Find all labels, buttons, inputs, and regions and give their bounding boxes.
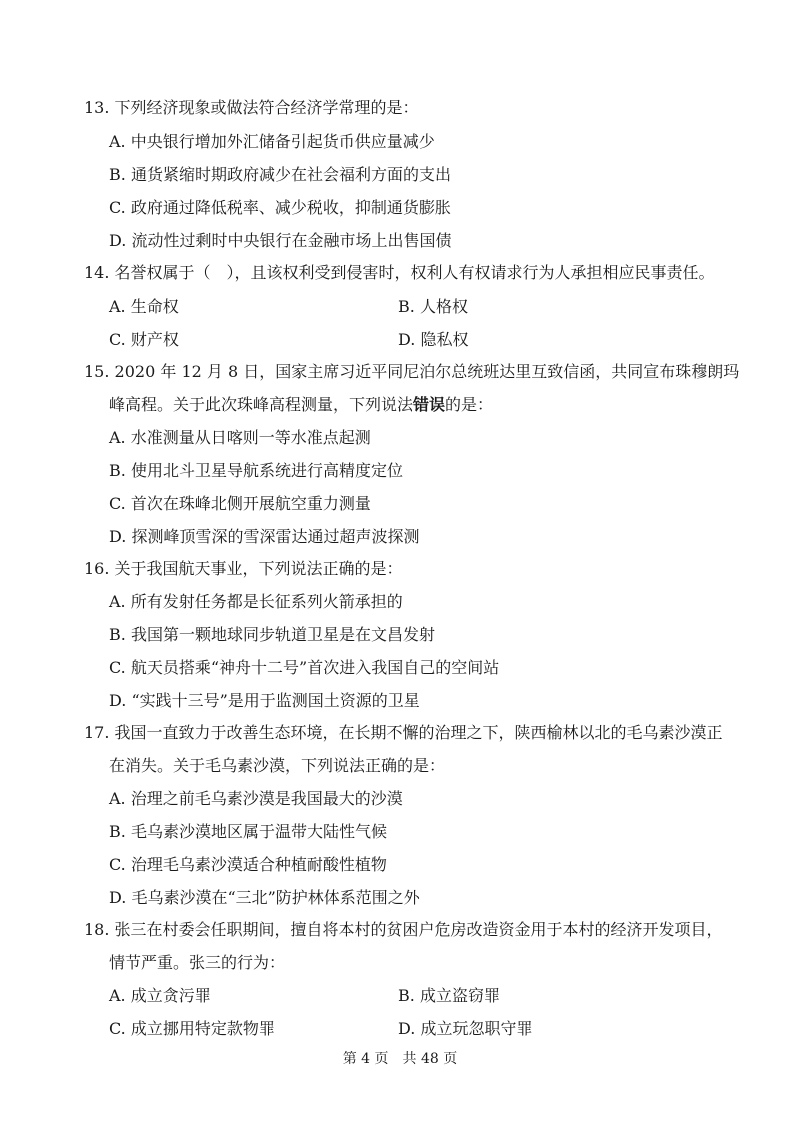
question-15-stem-line2: 峰高程。关于此次珠峰高程测量，下列说法错误的是：: [109, 395, 494, 414]
question-17-option-b: B. 毛乌素沙漠地区属于温带大陆性气候: [109, 822, 387, 841]
question-18-stem-line2: 情节严重。张三的行为：: [109, 953, 286, 972]
question-18-option-a: A. 成立贪污罪: [109, 986, 211, 1005]
emphasis-text: 错误: [413, 395, 446, 414]
question-13-option-d: D. 流动性过剩时中央银行在金融市场上出售国债: [109, 231, 452, 250]
question-14-option-b: B. 人格权: [398, 297, 468, 316]
question-18-stem-line1: 18. 张三在村委会任职期间，擅自将本村的贫困户危房改造资金用于本村的经济开发项目，: [84, 920, 723, 939]
question-16-option-d: D. “实践十三号”是用于监测国土资源的卫星: [109, 691, 420, 710]
question-13-option-a: A. 中央银行增加外汇储备引起货币供应量减少: [109, 132, 435, 151]
page-footer: 第 4 页 共 48 页: [342, 1051, 458, 1067]
question-17-option-a: A. 治理之前毛乌素沙漠是我国最大的沙漠: [109, 789, 403, 808]
question-17-stem-line1: 17. 我国一直致力于改善生态环境，在长期不懈的治理之下，陕西榆林以北的毛乌素沙漠正: [84, 723, 723, 742]
question-14-option-a: A. 生命权: [109, 297, 179, 316]
question-13-option-b: B. 通货紧缩时期政府减少在社会福利方面的支出: [109, 165, 451, 184]
question-18-option-d: D. 成立玩忽职守罪: [398, 1019, 533, 1038]
question-17-stem-line2: 在消失。关于毛乌素沙漠，下列说法正确的是：: [109, 756, 446, 775]
question-18-option-c: C. 成立挪用特定款物罪: [109, 1019, 275, 1038]
question-13-option-c: C. 政府通过降低税率、减少税收，抑制通货膨胀: [109, 198, 451, 217]
question-15-option-b: B. 使用北斗卫星导航系统进行高精度定位: [109, 461, 403, 480]
question-13-stem: 13. 下列经济现象或做法符合经济学常理的是：: [84, 98, 419, 117]
question-16-option-c: C. 航天员搭乘“神舟十二号”首次进入我国自己的空间站: [109, 658, 500, 677]
question-16-option-a: A. 所有发射任务都是长征系列火箭承担的: [109, 592, 403, 611]
question-14-option-c: C. 财产权: [109, 330, 179, 349]
question-15-option-a: A. 水准测量从日喀则一等水准点起测: [109, 428, 371, 447]
question-15-stem-line1: 15. 2020 年 12 月 8 日，国家主席习近平同尼泊尔总统班达里互致信函，共同宣布珠穆朗玛: [84, 362, 740, 381]
question-16-stem: 16. 关于我国航天事业，下列说法正确的是：: [84, 559, 403, 578]
question-18-option-b: B. 成立盗窃罪: [398, 986, 500, 1005]
question-17-option-c: C. 治理毛乌素沙漠适合种植耐酸性植物: [109, 855, 387, 874]
question-17-option-d: D. 毛乌素沙漠在“三北”防护林体系范围之外: [109, 888, 420, 907]
question-16-option-b: B. 我国第一颗地球同步轨道卫星是在文昌发射: [109, 625, 435, 644]
question-15-option-c: C. 首次在珠峰北侧开展航空重力测量: [109, 494, 371, 513]
question-14-stem: 14. 名誉权属于（ ），且该权利受到侵害时，权利人有权请求行为人承担相应民事责任。: [84, 263, 715, 282]
question-14-option-d: D. 隐私权: [398, 330, 469, 349]
question-15-option-d: D. 探测峰顶雪深的雪深雷达通过超声波探测: [109, 527, 420, 546]
